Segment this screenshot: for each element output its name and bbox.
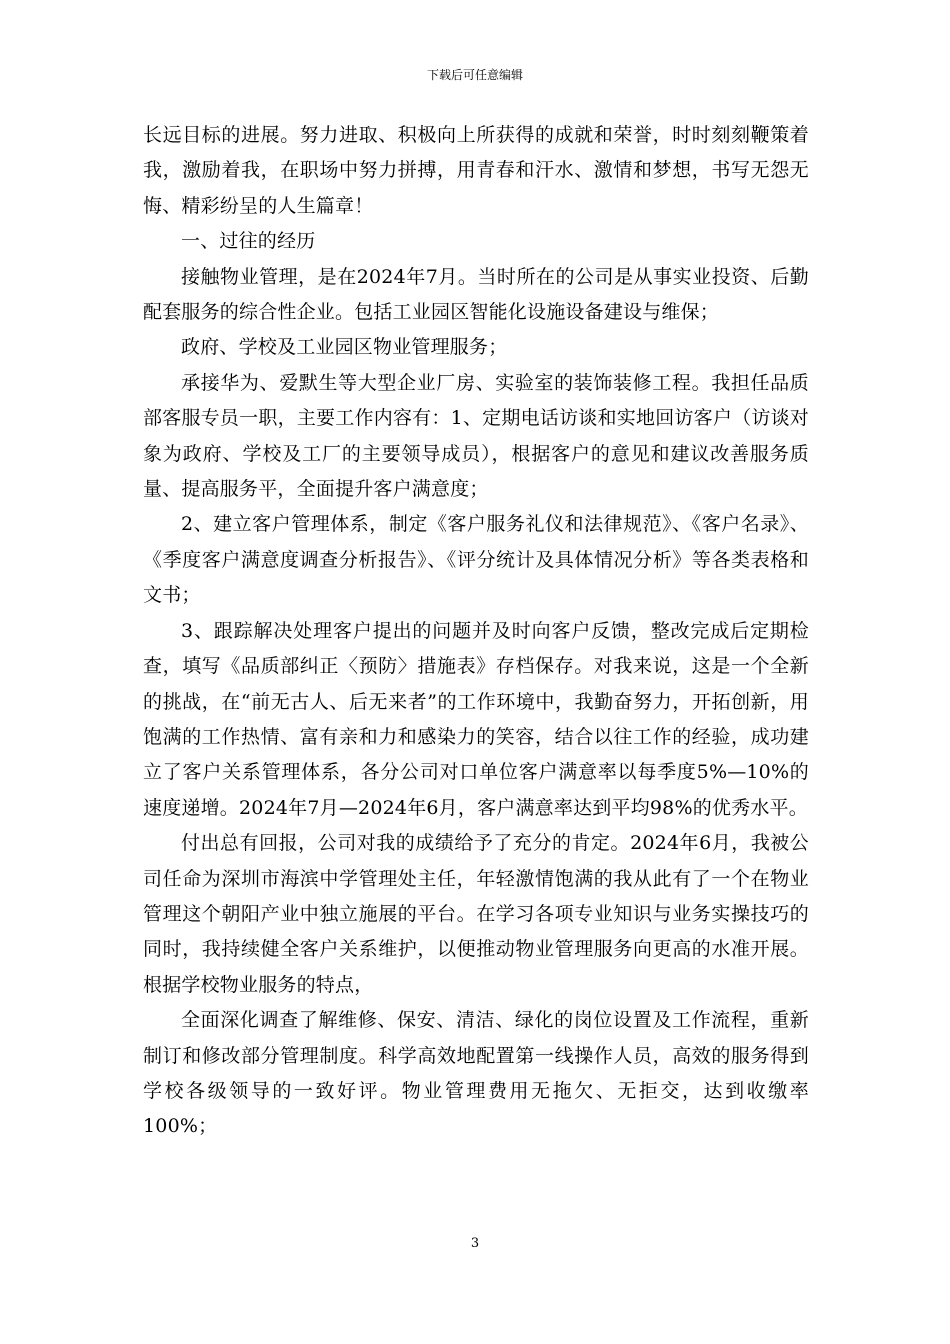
paragraph: 承接华为、爱默生等大型企业厂房、实验室的装饰装修工程。我担任品质部客服专员一职，主要工作内容有：1、定期电话访谈和实地回访客户（访谈对象为政府、学校及工厂的主要领导成员），根据客户的意见和建议改善服务质量、提高服务平，全面提升客户满意度； bbox=[143, 371, 809, 501]
paragraph: 2、建立客户管理体系，制定《客户服务礼仪和法律规范》、《客户名录》、《季度客户满意度调查分析报告》、《评分统计及具体情况分析》等各类表格和文书； bbox=[143, 513, 809, 607]
paragraph-continuation: 长远目标的进展。努力进取、积极向上所获得的成就和荣誉，时时刻刻鞭策着我，激励着我，在职场中努力拼搏，用青春和汗水、激情和梦想，书写无怨无悔、精彩纷呈的人生篇章！ bbox=[143, 124, 809, 217]
paragraph: 3、跟踪解决处理客户提出的问题并及时向客户反馈，整改完成后定期检查，填写《品质部纠正〈预防〉措施表》存档保存。对我来说，这是一个全新的挑战，在“前无古人、后无来者”的工作环境中，我勤奋努力，开拓创新，用饱满的工作热情、富有亲和力和感染力的笑容，结合以往工作的经验，成功建立了客户关系管理体系，各分公司对口单位客户满意率以每季度5%—10%的速度递增。2024年7月—2024年6月，客户满意率达到平均98%的优秀水平。 bbox=[143, 619, 809, 819]
paragraph: 付出总有回报，公司对我的成绩给予了充分的肯定。2024年6月，我被公司任命为深圳市海滨中学管理处主任，年轻激情饱满的我从此有了一个在物业管理这个朝阳产业中独立施展的平台。在学习各项专业知识与业务实操技巧的同时，我持续健全客户关系维护，以便推动物业管理服务向更高的水准开展。根据学校物业服务的特点， bbox=[143, 832, 809, 996]
paragraph: 全面深化调查了解维修、保安、清洁、绿化的岗位设置及工作流程，重新制订和修改部分管理制度。科学高效地配置第一线操作人员，高效的服务得到学校各级领导的一致好评。物业管理费用无拖欠、无拒交，达到收缴率100%； bbox=[143, 1009, 809, 1138]
paragraph: 政府、学校及工业园区物业管理服务； bbox=[181, 336, 508, 359]
section-heading: 一、过往的经历 bbox=[181, 230, 316, 253]
page-number: 3 bbox=[470, 1236, 480, 1251]
document-body bbox=[143, 118, 809, 1145]
paragraph: 接触物业管理，是在2024年7月。当时所在的公司是从事实业投资、后勤配套服务的综合性企业。包括工业园区智能化设施设备建设与维保； bbox=[143, 265, 809, 324]
page-header: 下载后可任意编辑 bbox=[426, 68, 523, 82]
